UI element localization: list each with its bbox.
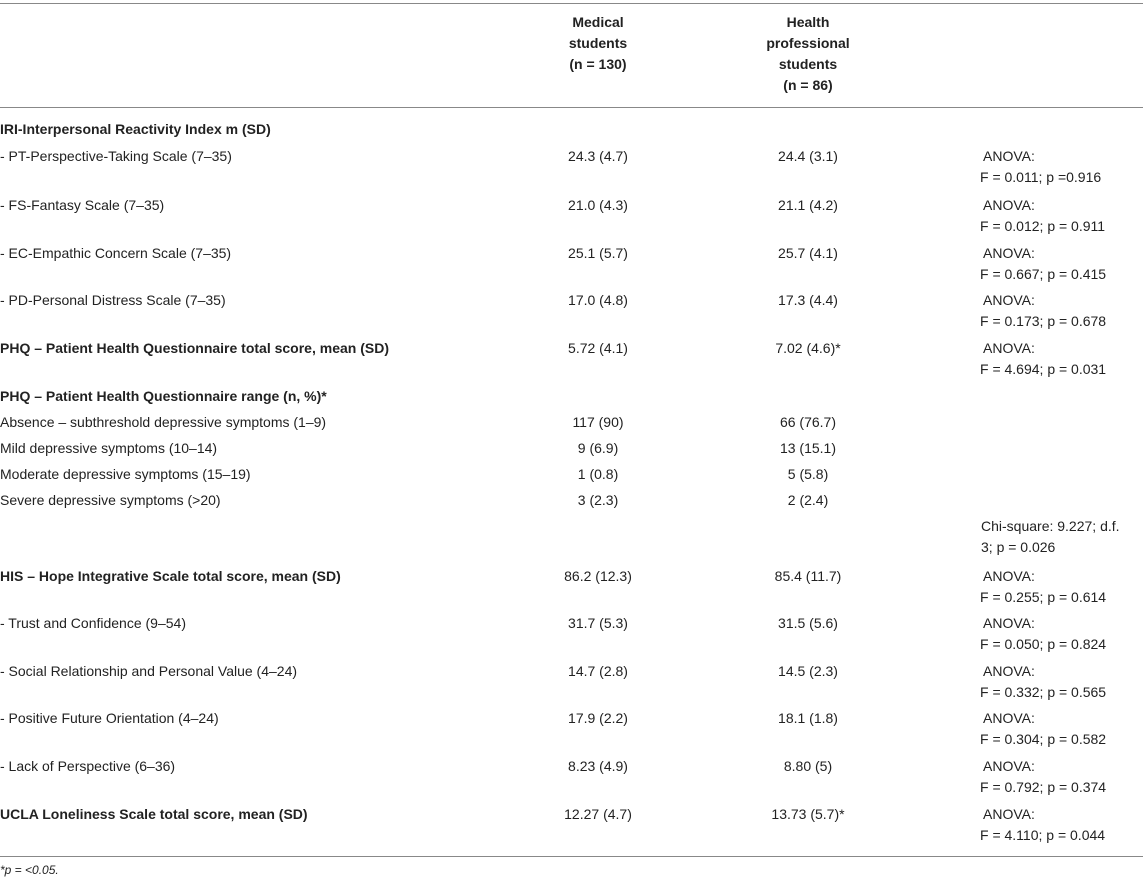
bottom-rule [0, 856, 1143, 857]
health-value: 17.3 (4.4) [778, 292, 838, 308]
stat-line: ANOVA: [983, 663, 1035, 679]
row-label: Mild depressive symptoms (10–14) [0, 440, 218, 456]
row-label: IRI-Interpersonal Reactivity Index m (SD) [0, 121, 271, 137]
header-rule [0, 107, 1143, 108]
health-value: 85.4 (11.7) [774, 568, 842, 584]
stat-cell [980, 804, 1106, 846]
stat-line: ANOVA: [983, 568, 1035, 584]
stat-line: F = 0.012; p = 0.911 [980, 218, 1106, 234]
row-label: Severe depressive symptoms (>20) [0, 492, 221, 508]
stat-line: F = 0.332; p = 0.565 [980, 684, 1107, 700]
stat-cell [980, 195, 1106, 237]
medical-value: 31.7 (5.3) [568, 615, 628, 631]
health-value: 21.1 (4.2) [778, 197, 838, 213]
header-line: Medical [572, 14, 624, 30]
stat-cell [980, 566, 1107, 608]
medical-value: 14.7 (2.8) [568, 663, 628, 679]
header-line: (n = 130) [569, 56, 627, 72]
stat-line: 3; p = 0.026 [981, 539, 1056, 555]
stat-cell [980, 756, 1107, 798]
stat-line: F = 0.173; p = 0.678 [980, 313, 1107, 329]
health-value: 5 (5.8) [787, 466, 829, 482]
medical-value: 117 (90) [572, 414, 624, 430]
stat-cell [980, 243, 1107, 285]
header-line: professional [766, 35, 850, 51]
medical-value: 3 (2.3) [577, 492, 619, 508]
row-label: - Positive Future Orientation (4–24) [0, 710, 219, 726]
health-value: 25.7 (4.1) [778, 245, 838, 261]
stat-line: F = 0.667; p = 0.415 [980, 266, 1107, 282]
row-label: Moderate depressive symptoms (15–19) [0, 466, 251, 482]
medical-value: 17.9 (2.2) [568, 710, 628, 726]
medical-value: 86.2 (12.3) [564, 568, 632, 584]
stat-line: Chi-square: 9.227; d.f. [981, 518, 1120, 534]
stat-line: ANOVA: [983, 806, 1035, 822]
stat-line: ANOVA: [983, 615, 1035, 631]
stat-cell [980, 661, 1107, 703]
stat-cell [980, 708, 1107, 750]
medical-value: 25.1 (5.7) [568, 245, 628, 261]
row-label: - PT-Perspective-Taking Scale (7–35) [0, 148, 232, 164]
header-medical-students [498, 12, 698, 75]
medical-value: 12.27 (4.7) [564, 806, 632, 822]
stat-line: F = 0.050; p = 0.824 [980, 636, 1107, 652]
row-label: HIS – Hope Integrative Scale total score, mean (SD) [0, 568, 341, 584]
row-label: - Trust and Confidence (9–54) [0, 615, 186, 631]
stat-line: F = 0.011; p =0.916 [980, 169, 1102, 185]
medical-value: 5.72 (4.1) [568, 340, 628, 356]
row-label: - Lack of Perspective (6–36) [0, 758, 176, 774]
row-label: Absence – subthreshold depressive symptoms (1–9) [0, 414, 327, 430]
health-value: 24.4 (3.1) [778, 148, 838, 164]
health-value: 13 (15.1) [779, 440, 837, 456]
medical-value: 8.23 (4.9) [568, 758, 628, 774]
health-value: 14.5 (2.3) [778, 663, 838, 679]
row-label: - FS-Fantasy Scale (7–35) [0, 197, 165, 213]
top-rule [0, 3, 1143, 4]
footnote: *p = <0.05. [0, 863, 59, 877]
health-value: 13.73 (5.7)* [771, 806, 845, 822]
row-label: - EC-Empathic Concern Scale (7–35) [0, 245, 232, 261]
stat-cell [980, 290, 1107, 332]
header-health-professional-students [708, 12, 908, 96]
health-value: 8.80 (5) [783, 758, 833, 774]
row-label: - Social Relationship and Personal Value (4–24) [0, 663, 298, 679]
header-line: Health [786, 14, 830, 30]
stat-line: F = 0.304; p = 0.582 [980, 731, 1107, 747]
stat-line: ANOVA: [983, 197, 1035, 213]
stat-cell [980, 338, 1107, 380]
medical-value: 24.3 (4.7) [568, 148, 628, 164]
row-label: UCLA Loneliness Scale total score, mean (SD) [0, 806, 308, 822]
medical-value: 17.0 (4.8) [568, 292, 628, 308]
stat-cell [980, 146, 1102, 188]
health-value: 31.5 (5.6) [778, 615, 838, 631]
stat-line: ANOVA: [983, 340, 1035, 356]
row-label: - PD-Personal Distress Scale (7–35) [0, 292, 226, 308]
stat-line: F = 4.694; p = 0.031 [980, 361, 1107, 377]
stat-line: ANOVA: [983, 148, 1035, 164]
stat-line: F = 0.792; p = 0.374 [980, 779, 1107, 795]
stat-line: F = 0.255; p = 0.614 [980, 589, 1107, 605]
stat-line: ANOVA: [983, 245, 1035, 261]
row-label: PHQ – Patient Health Questionnaire total score, mean (SD) [0, 340, 389, 356]
row-label: PHQ – Patient Health Questionnaire range (n, %)* [0, 388, 327, 404]
health-value: 2 (2.4) [787, 492, 829, 508]
stat-cell [981, 516, 1120, 558]
medical-value: 9 (6.9) [577, 440, 619, 456]
header-line: (n = 86) [783, 77, 833, 93]
medical-value: 1 (0.8) [577, 466, 619, 482]
stat-line: ANOVA: [983, 292, 1035, 308]
header-line: students [778, 56, 838, 72]
stat-line: F = 4.110; p = 0.044 [980, 827, 1106, 843]
medical-value: 21.0 (4.3) [568, 197, 628, 213]
health-value: 18.1 (1.8) [778, 710, 838, 726]
health-value: 7.02 (4.6)* [775, 340, 841, 356]
health-value: 66 (76.7) [779, 414, 837, 430]
stat-line: ANOVA: [983, 710, 1035, 726]
stat-cell [980, 613, 1107, 655]
stat-line: ANOVA: [983, 758, 1035, 774]
header-line: students [568, 35, 628, 51]
